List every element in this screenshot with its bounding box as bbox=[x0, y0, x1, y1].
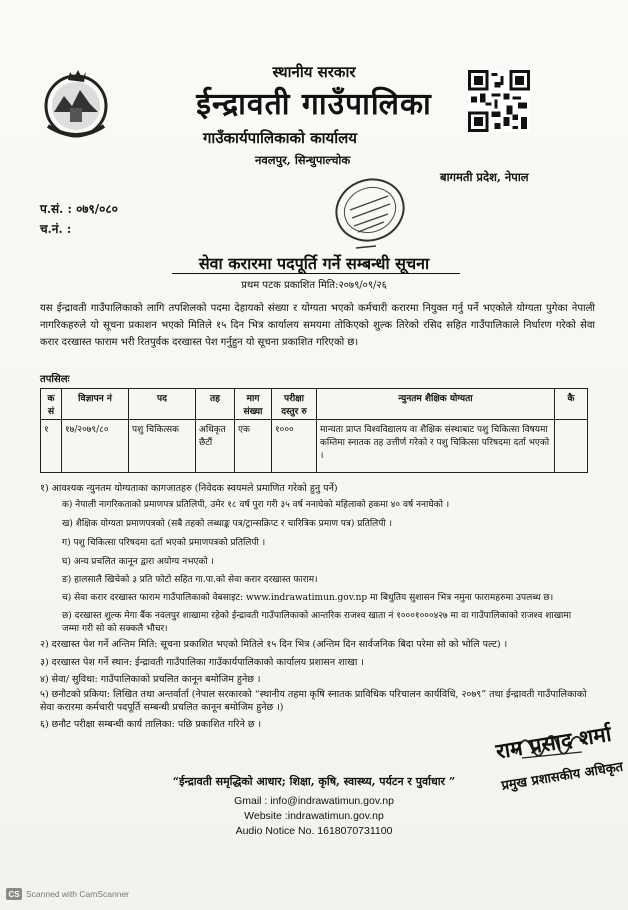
requirement-item: ३) दरखास्त पेश गर्ने स्थान: ईन्द्रावती गाउँपालिका गाउँकार्यपालिकाको कार्यालय प्रशासन शाखा । bbox=[40, 657, 364, 668]
footer-website: Website :indrawatimun.gov.np bbox=[244, 810, 384, 822]
requirement-item: ५) छनौटको प्रकिया: लिखित तथा अन्तर्वार्ता (नेपाल सरकारको “स्थानीय तहमा कृषि स्नातक प्राविधिक परिचालन कार्यविधि, २०७९” तथा ईन्द्रावती गाउँपालिकाको सेवा करारमा कर्मचारी पदपूर्ति सम्बन्धी प्रचलित कानून बमोजिम हुनेछ ।) bbox=[40, 689, 587, 713]
col-sn-header: क सं bbox=[41, 389, 62, 420]
requirement-subitem: ङ) हालसालै खिचेको ३ प्रति फोटो सहित गा.पा.को सेवा करार दरखास्त फाराम। bbox=[62, 575, 318, 585]
cell-fee: १००० bbox=[272, 420, 317, 473]
reference-number: प.सं. : ०७९/०८० bbox=[40, 202, 118, 216]
office-address: नवलपुर, सिन्धुपाल्चोक bbox=[255, 153, 351, 167]
col-demand-header: माग संख्या bbox=[235, 389, 272, 420]
municipality-name: ईन्द्रावती गाउँपालिका bbox=[196, 87, 432, 122]
cell-remarks bbox=[555, 420, 588, 473]
requirement-item: ४) सेवा/ सुविधा: गाउँपालिकाको प्रचलित कानून बमोजिम हुनेछ । bbox=[40, 674, 261, 685]
signer-title: प्रमुख प्रशासकीय अधिकृत bbox=[500, 759, 625, 794]
cell-qualification: मान्यता प्राप्त विश्वविद्यालय वा शैक्षिक संस्थाबाट पशु चिकित्सा विषयमा कम्तिमा स्नातक तह उत्तीर्ण गरेको र पशु चिकित्सा परिषदमा दर्ता भएको । bbox=[317, 420, 555, 473]
scanner-watermark bbox=[6, 888, 129, 900]
footer-audio-notice: Audio Notice No. 1618070731100 bbox=[235, 825, 393, 837]
requirement-subitem: ग) पशु चिकित्सा परिषदमा दर्ता भएको प्रमाणपत्रको प्रतिलिपी । bbox=[62, 538, 266, 548]
notice-title: सेवा करारमा पदपूर्ति गर्ने सम्बन्धी सूचना bbox=[198, 254, 430, 273]
requirement-item: २) दरखास्त पेश गर्ने अन्तिम मिति: सूचना प्रकाशित भएको मितिले १५ दिन भित्र (अन्तिम दिन सार्वजनिक बिदा परेमा सो को भोलि पल्ट) । bbox=[40, 639, 508, 650]
title-underline bbox=[172, 273, 460, 274]
notice-intro-paragraph: यस ईन्द्रावती गाउँपालिकाको लागि तपशिलको पदमा देहायको संख्या र योग्यता भएको कर्मचारी करारमा नियुक्त गर्नु पर्ने भएकोले योग्यता पुगेका नेपाली नागरिकहरुले यो सूचना प्रकाशन भएको मितिले १५ दिन भित्र कार्यालय समयमा तोकिएको शुल्क तिरेको रसिद सहित गाउँपालिकाले निर्धारण गरेको सेवा करार दरखास्त फाराम भरी रितपुर्वक दरखास्त पेश गर्नुहुन यो सूचना प्रकाशित गरिएको छ। bbox=[40, 303, 595, 348]
col-level-header: तह bbox=[196, 389, 235, 420]
col-qualification-header: न्युनतम शैक्षिक योग्यता bbox=[317, 389, 555, 420]
cell-demand: एक bbox=[235, 420, 272, 473]
requirement-subitem: क) नेपाली नागरिकताको प्रमाणपत्र प्रतिलिपी, उमेर १८ वर्ष पुरा गरी ३५ वर्ष ननाघेको महिलाको हकमा ४० वर्ष ननाघेको । bbox=[62, 500, 450, 510]
cell-level: अधिकृत छैटौं bbox=[196, 420, 235, 473]
requirement-subitem: च) सेवा करार दरखास्त फाराम गाउँपालिकाको वेबसाइट: www.indrawatimun.gov.np मा बिधुतिय सुशासन भित्र नमुना फारामहरुमा उपलब्ध छ। bbox=[62, 593, 554, 603]
table-row bbox=[41, 420, 588, 473]
col-post-header: पद bbox=[129, 389, 196, 420]
publish-date: प्रथम पटक प्रकाशित मिति:२०७९/०९/२६ bbox=[241, 280, 387, 291]
requirement-subitem: ख) शैक्षिक योग्यता प्रमाणपत्रको (सबै तहको लब्धाङ्क पत्र/ट्रान्सक्रिप्ट र चारित्रिक प्रमाण पत्र) प्रतिलिपी । bbox=[62, 519, 392, 529]
requirement-item: १) आवश्यक न्युनतम योग्यताका कागजातहरु (निवेदक स्वयमले प्रमाणित गरेको हुनु पर्ने) bbox=[40, 483, 338, 494]
cell-post: पशु चिकित्सक bbox=[129, 420, 196, 473]
vacancy-table bbox=[40, 388, 588, 473]
local-government-heading: स्थानीय सरकार bbox=[272, 63, 356, 81]
signer-name: राम प्रसाद शर्मा bbox=[494, 720, 613, 764]
col-remarks-header: कै bbox=[555, 389, 588, 420]
footer-email: Gmail : info@indrawatimun.gov.np bbox=[234, 795, 394, 807]
scanner-watermark-text: Scanned with CamScanner bbox=[26, 889, 130, 899]
footer-slogan: “ईन्द्रावती समृद्धिको आधार; शिक्षा, कृषि, स्वास्थ्य, पर्यटन र पुर्वाधार ” bbox=[172, 775, 456, 788]
col-ad-no-header: विज्ञापन नं bbox=[62, 389, 129, 420]
requirement-subitem: घ) अन्य प्रचलित कानून द्वारा अयोग्य नभएको । bbox=[62, 557, 214, 567]
details-label: तपसिलः bbox=[40, 374, 70, 385]
province-label: बागमती प्रदेश, नेपाल bbox=[440, 170, 529, 184]
requirement-item: ६) छनौट परीक्षा सम्बन्धी कार्य तालिका: पछि प्रकाशित गरिने छ । bbox=[40, 719, 262, 730]
col-fee-header: परीक्षा दस्तुर रु bbox=[272, 389, 317, 420]
office-seal-stamp bbox=[322, 170, 418, 254]
table-header-row bbox=[41, 389, 588, 420]
cell-sn: १ bbox=[41, 420, 62, 473]
office-name: गाउँकार्यपालिकाको कार्यालय bbox=[202, 129, 357, 147]
dispatch-number: च.नं. : bbox=[40, 222, 72, 236]
camscanner-logo-icon: CS bbox=[6, 888, 22, 900]
requirement-subitem: छ) दरखास्त शुल्क मेगा बैंक नवलपुर शाखामा रहेको ईन्द्रावती गाउँपालिकाको आन्तरिक राजश्व खाता नं १०००१०००४२७ मा वा गाउँपालिकाको राजश्व शाखामा जम्मा गरी सो को सक्कलै भौचर। bbox=[62, 611, 572, 634]
cell-ad-no: १७/२०७९/८० bbox=[62, 420, 129, 473]
